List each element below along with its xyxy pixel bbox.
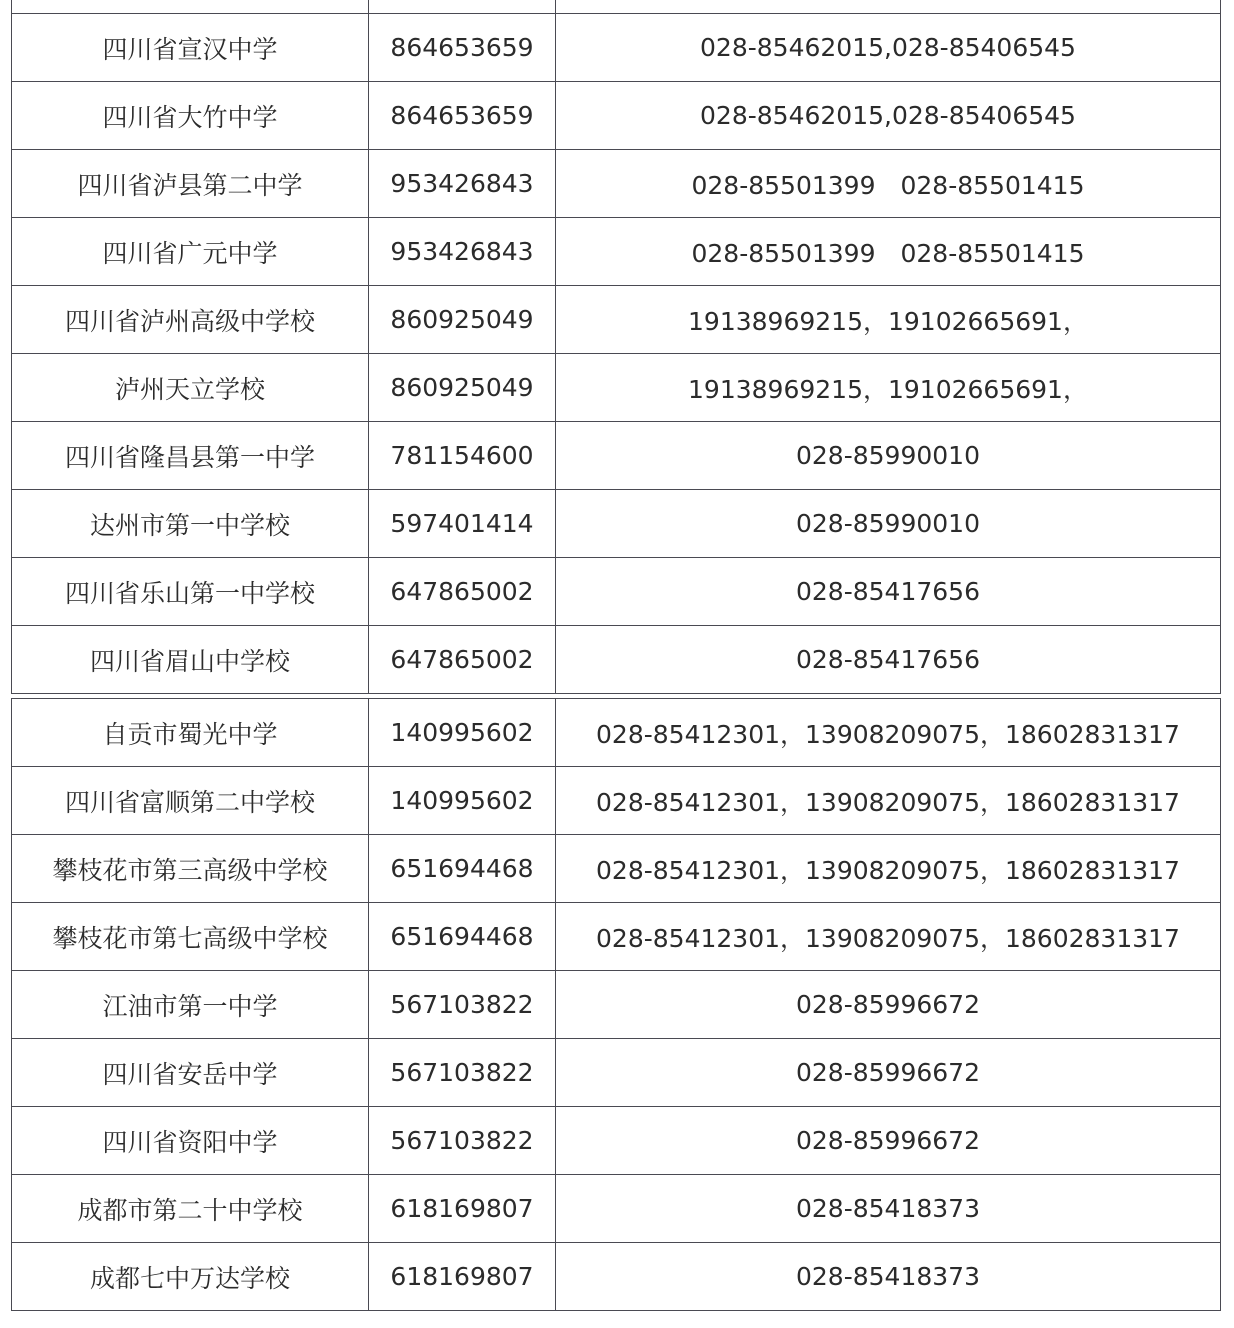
cell-phone: 028-85418373 [556, 1175, 1221, 1243]
cell-code: 864653659 [369, 14, 556, 82]
table-row [12, 0, 1221, 14]
cell-phone: 028-85417656 [556, 626, 1221, 694]
table-header-remnant [11, 0, 1221, 14]
cell-school: 成都市第二十中学校 [12, 1175, 369, 1243]
table-row [12, 626, 1221, 694]
cell-phone: 028-85501399 028-85501415 [556, 150, 1221, 218]
cell-code: 567103822 [369, 971, 556, 1039]
table-row [12, 422, 1221, 490]
cell-school: 四川省泸州高级中学校 [12, 286, 369, 354]
cell-code: 860925049 [369, 286, 556, 354]
cell-code: 567103822 [369, 1107, 556, 1175]
cell-code: 567103822 [369, 1039, 556, 1107]
table-row [12, 699, 1221, 767]
cell-code: 651694468 [369, 835, 556, 903]
cell-phone: 028-85418373 [556, 1243, 1221, 1311]
table-row [12, 903, 1221, 971]
cell-phone: 028-85996672 [556, 1107, 1221, 1175]
cell-code: 953426843 [369, 150, 556, 218]
cell-school: 四川省泸县第二中学 [12, 150, 369, 218]
table-row [12, 14, 1221, 82]
cell-phone: 19138969215，19102665691， [556, 354, 1221, 422]
cell-phone: 028-85996672 [556, 1039, 1221, 1107]
table-row [12, 354, 1221, 422]
cell-code: 618169807 [369, 1175, 556, 1243]
cell-school [12, 0, 369, 14]
cell-code: 618169807 [369, 1243, 556, 1311]
cell-school: 四川省富顺第二中学校 [12, 767, 369, 835]
cell-code: 860925049 [369, 354, 556, 422]
table-row [12, 1039, 1221, 1107]
cell-code: 651694468 [369, 903, 556, 971]
cell-phone: 028-85990010 [556, 490, 1221, 558]
cell-school: 自贡市蜀光中学 [12, 699, 369, 767]
cell-code: 647865002 [369, 626, 556, 694]
cell-school: 攀枝花市第七高级中学校 [12, 903, 369, 971]
cell-code [369, 0, 556, 14]
table-row [12, 971, 1221, 1039]
cell-code: 140995602 [369, 767, 556, 835]
cell-phone: 028-85412301，13908209075，18602831317 [556, 835, 1221, 903]
cell-school: 攀枝花市第三高级中学校 [12, 835, 369, 903]
cell-school: 四川省大竹中学 [12, 82, 369, 150]
cell-phone: 028-85412301，13908209075，18602831317 [556, 903, 1221, 971]
cell-code: 781154600 [369, 422, 556, 490]
cell-school: 四川省安岳中学 [12, 1039, 369, 1107]
cell-school: 江油市第一中学 [12, 971, 369, 1039]
table-row [12, 490, 1221, 558]
cell-phone: 028-85412301，13908209075，18602831317 [556, 699, 1221, 767]
table-row [12, 767, 1221, 835]
cell-school: 达州市第一中学校 [12, 490, 369, 558]
table-row [12, 1175, 1221, 1243]
cell-phone: 028-85462015,028-85406545 [556, 82, 1221, 150]
cell-school: 四川省宣汉中学 [12, 14, 369, 82]
cell-code: 864653659 [369, 82, 556, 150]
cell-code: 597401414 [369, 490, 556, 558]
cell-school: 四川省广元中学 [12, 218, 369, 286]
table-row [12, 1107, 1221, 1175]
school-contact-table-part2 [11, 698, 1221, 1311]
cell-phone: 028-85990010 [556, 422, 1221, 490]
table-row [12, 558, 1221, 626]
school-contact-table-part1 [11, 13, 1221, 694]
cell-phone: 028-85996672 [556, 971, 1221, 1039]
cell-phone: 028-85412301，13908209075，18602831317 [556, 767, 1221, 835]
table-row [12, 835, 1221, 903]
cell-code: 953426843 [369, 218, 556, 286]
cell-phone: 028-85501399 028-85501415 [556, 218, 1221, 286]
table-row [12, 150, 1221, 218]
cell-code: 647865002 [369, 558, 556, 626]
cell-phone [556, 0, 1221, 14]
cell-school: 成都七中万达学校 [12, 1243, 369, 1311]
table-row [12, 1243, 1221, 1311]
table-row [12, 218, 1221, 286]
cell-school: 四川省眉山中学校 [12, 626, 369, 694]
cell-phone: 028-85417656 [556, 558, 1221, 626]
cell-school: 四川省乐山第一中学校 [12, 558, 369, 626]
cell-phone: 19138969215，19102665691， [556, 286, 1221, 354]
cell-school: 四川省资阳中学 [12, 1107, 369, 1175]
cell-school: 四川省隆昌县第一中学 [12, 422, 369, 490]
cell-school: 泸州天立学校 [12, 354, 369, 422]
table-row [12, 82, 1221, 150]
table-row [12, 286, 1221, 354]
cell-code: 140995602 [369, 699, 556, 767]
cell-phone: 028-85462015,028-85406545 [556, 14, 1221, 82]
